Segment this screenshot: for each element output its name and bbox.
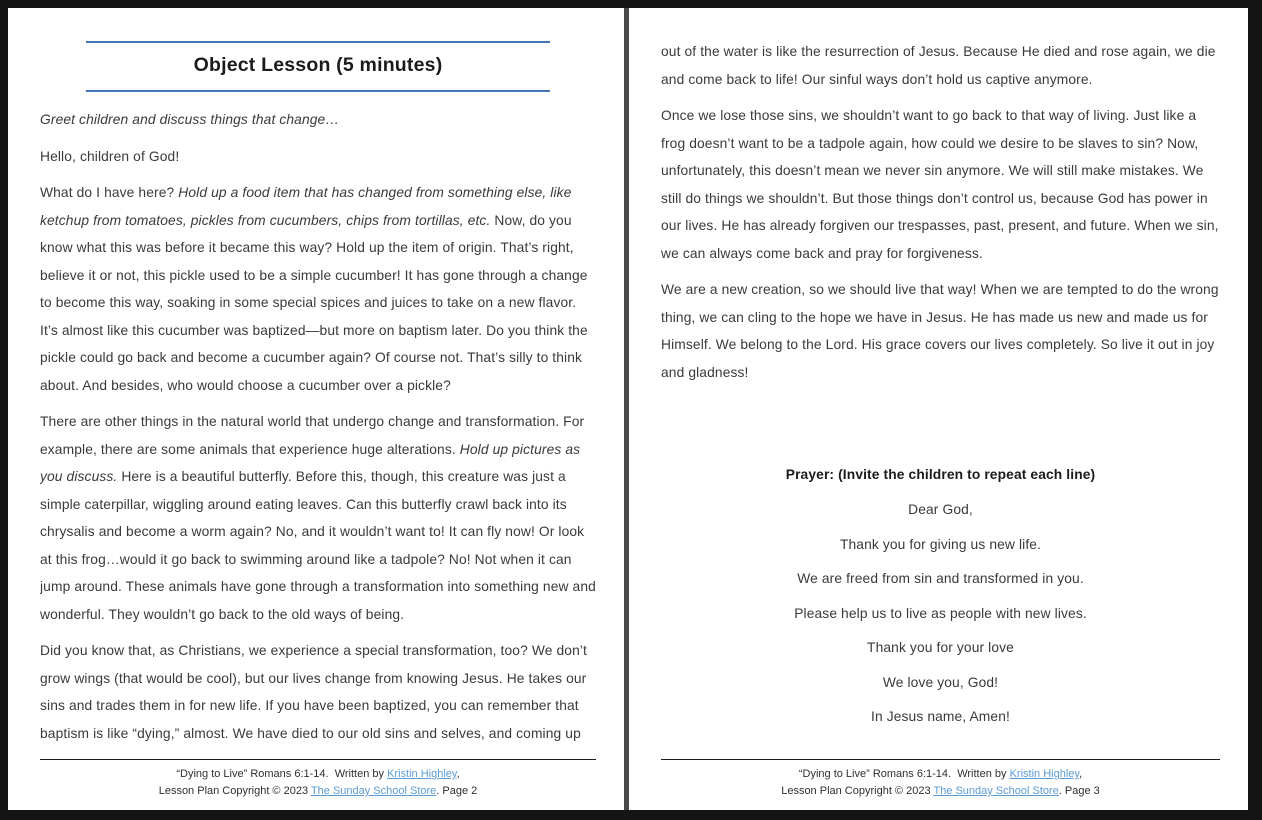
prayer-line: Thank you for giving us new life. <box>839 536 1042 552</box>
footer-copyright-text: Lesson Plan Copyright © 2023 <box>158 785 311 797</box>
page-3-footer <box>661 759 1220 800</box>
paragraph: What do I have here? Hold up a food item that has changed from something else, like ketchup from tomatoes, pickles from cucumbers, chips from tortillas, etc. Now, do you know what this was before it became this way? Hold up the item of origin. That’s right, believe it or not, this pickle used to be a simple cucumber! It has gone through a change to become this way, soaking in some special spices and juices to take on a new flavor. It’s almost like this cucumber was baptized—but more on baptism later. Do you think the pickle could go back and become a cucumber again? Of course not. That’s silly to think about. And besides, who would choose a cucumber over a pickle? <box>40 185 588 393</box>
footer-line-1: “Dying to Live” Romans 6:1-14. Written by Kristin Highley, <box>798 768 1083 780</box>
paragraph: out of the water is like the resurrection of Jesus. Because He died and rose again, we die and come back to life! Our sinful ways don’t hold us captive anymore. <box>661 44 1216 87</box>
page-2-body <box>40 106 596 746</box>
page-title: Object Lesson (5 minutes) <box>193 54 443 76</box>
prayer-heading: Prayer: (Invite the children to repeat each line) <box>785 467 1096 482</box>
paragraph: We are a new creation, so we should live that way! When we are tempted to do the wrong thing, we can cling to the hope we have in Jesus. He has made us new and made us for Himself. We belong to the Lord. His grace covers our lives completely. So live it out in joy and gladness! <box>661 282 1219 380</box>
title-rule-bottom <box>86 90 550 92</box>
paragraph: Hello, children of God! <box>40 148 180 164</box>
footer-line-1: “Dying to Live” Romans 6:1-14. Written by Kristin Highley, <box>176 768 460 780</box>
title-block <box>86 41 550 92</box>
page-3 <box>629 8 1248 810</box>
page-2-content <box>8 41 624 746</box>
prayer-line: Dear God, <box>908 502 973 517</box>
page-number: . Page 2 <box>436 785 478 797</box>
page-2 <box>8 8 624 810</box>
prayer-line: Thank you for your love <box>867 640 1014 655</box>
prayer-lines <box>661 499 1220 727</box>
page-2-footer <box>40 759 596 800</box>
footer-line-2 <box>661 783 1220 800</box>
prayer-line: In Jesus name, Amen! <box>871 709 1010 724</box>
page-3-content <box>629 38 1248 727</box>
paragraph: Once we lose those sins, we shouldn’t want to go back to that way of living. Just like a frog doesn’t want to be a tadpole again, how could we desire to be slaves to sin? Now, unfortunately, this doesn’t mean we never sin anymore. We will still make mistakes. We still do things we shouldn’t. But those things don’t control us, because God has power in our lives. He has already forgiven our trespasses, past, present, and future. When we sin, we can always come back and pray for forgiveness. <box>661 108 1219 261</box>
footer-copyright-text: Lesson Plan Copyright © 2023 <box>781 785 934 797</box>
store-link[interactable]: The Sunday School Store <box>310 785 437 797</box>
prayer-line: We are freed from sin and transformed in you. <box>797 571 1084 586</box>
footer-line-2 <box>40 783 596 800</box>
prayer-line: Please help us to live as people with new lives. <box>794 605 1087 621</box>
footer-attribution-text: “Dying to Live” Romans 6:1-14. Written by <box>798 768 1010 780</box>
store-link[interactable]: The Sunday School Store <box>933 785 1059 797</box>
paragraph: Greet children and discuss things that change… <box>40 112 340 127</box>
paragraph: There are other things in the natural world that undergo change and transformation. For example, there are some animals that experience huge alterations. Hold up pictures as you discuss. Here is a beautiful butterfly. Before this, though, this creature was just a simple caterpillar, wiggling around eating leaves. Can this butterfly crawl back into its chrysalis and become a worm again? No, and it wouldn’t want to! It can fly now! Or look at this frog…would it go back to swimming around like a tadpole? No! Not when it can jump around. These animals have gone through a transformation into something new and wonderful. They wouldn’t go back to the old ways of being. <box>40 414 596 622</box>
prayer-line: We love you, God! <box>882 674 999 690</box>
page-number: . Page 3 <box>1058 785 1100 797</box>
paragraph: Did you know that, as Christians, we experience a special transformation, too? We don’t grow wings (that would be cool), but our lives change from knowing Jesus. He takes our sins and trades them in for new life. If you have been baptized, you can remember that baptism is like “dying,” almost. We have died to our old sins and selves, and coming up <box>40 643 588 741</box>
page-3-body <box>661 38 1220 386</box>
author-link[interactable]: Kristin Highley <box>387 768 457 780</box>
footer-attribution-text: “Dying to Live” Romans 6:1-14. Written by <box>176 768 388 780</box>
prayer-section <box>661 464 1220 727</box>
author-link[interactable]: Kristin Highley <box>1009 768 1080 780</box>
